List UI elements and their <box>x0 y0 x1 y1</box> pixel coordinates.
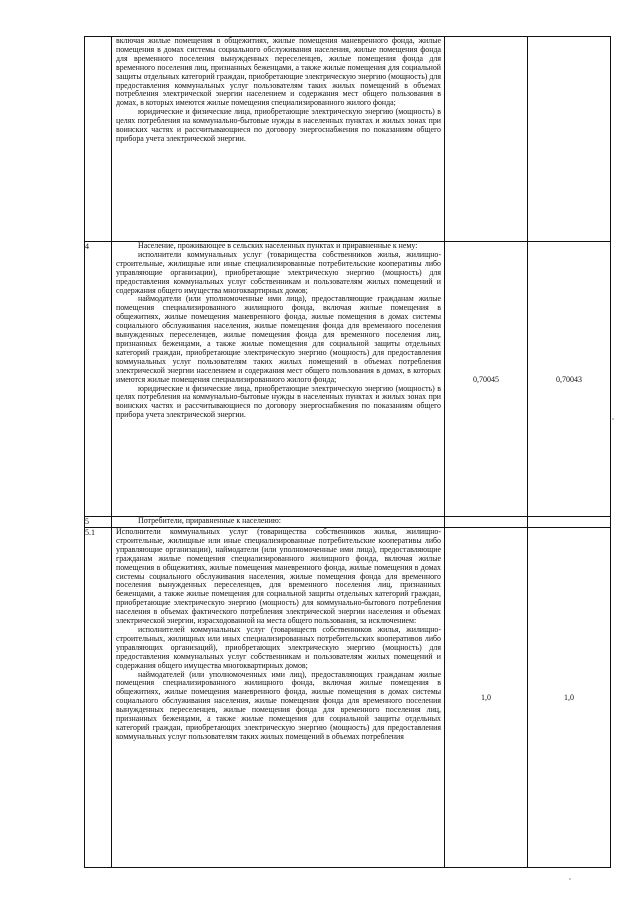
row-number: 5 <box>85 517 112 528</box>
row-description <box>112 528 445 868</box>
table-row <box>85 528 611 868</box>
paragraph: Население, проживающее в сельских населенных пунктах и приравненные к нему: <box>138 242 418 250</box>
paragraph: Потребители, приравненные к населению: <box>138 517 281 525</box>
row-value-1 <box>445 37 528 242</box>
row-value-2: 0,70043 <box>528 242 611 517</box>
scan-speck <box>612 418 614 420</box>
table-row <box>85 242 611 517</box>
table-row <box>85 517 611 528</box>
scan-speck <box>569 878 571 880</box>
row-description <box>112 242 445 517</box>
row-value-2 <box>528 517 611 528</box>
row-value-2: 1,0 <box>528 528 611 868</box>
row-value-1: 1,0 <box>445 528 528 868</box>
row-description <box>112 37 445 242</box>
row-value-2 <box>528 37 611 242</box>
paragraph: исполнителей коммунальных услуг (товариществ собственников жилья, жилищно-строительных, жилищных или иных специализированных потребительских кооперативов либо управляющих организаций), приобретающих электрическую энергию (мощность) для предоставления коммунальных услуг собственникам и пользователям жилых помещений и содержания общего имущества многоквартирных домов; <box>116 624 441 670</box>
row-number <box>85 37 112 242</box>
tariff-table <box>84 36 611 868</box>
row-number: 5.1 <box>85 528 112 868</box>
table-row <box>85 37 611 242</box>
paragraph: наймодатели (или уполномоченные ими лица), предоставляющие гражданам жилые помещения специализированного жилищного фонда, включая жилые помещения в общежитиях, жилые помещения маневренного фонда, жилые помещения в домах системы социального обслуживания населения, жилые помещения фонда для временного поселения вынужденных переселенцев, жилые помещения фонда для временного поселения лиц, признанных беженцами, а также жилые помещения для социальной защиты отдельных категорий граждан, приобретающие электрическую энергию (мощность) для предоставления коммунальных услуг пользователям таких жилых помещений в объемах потребления электрической энергии населением и содержания мест общего пользования в домах, в которых имеются жилые помещения специализированного жилого фонда; <box>116 294 441 384</box>
row-description <box>112 517 445 528</box>
row-number: 4 <box>85 242 112 517</box>
paragraph: юридические и физические лица, приобретающие электрическую энергию (мощность) в целях потребления на коммунально-бытовые нужды в населенных пунктах и жилых зонах при воинских частях и рассчитывающиеся по договору энергоснабжения по показаниям общего прибора учета электрической энергии. <box>116 383 441 420</box>
paragraph: Исполнители коммунальных услуг (товарищества собственников жилья, жилищно-строительные, жилищные или иные специализированные потребительские кооперативы либо управляющие организации), наймодатели (или уполномоченные ими лица), предоставляющие гражданам жилые помещения специализированного жилищного фонда, включая жилые помещения в общежитиях, жилые помещения маневренного фонда, жилые помещения в домах системы социального обслуживания населения, жилые помещения фонда для временного поселения вынужденных переселенцев, для временного поселения лиц, признанных беженцами, а также жилые помещения для социальной защиты отдельных категорий граждан, приобретающие электрическую энергию (мощность) для коммунально-бытового потребления населения в объемах фактического потребления электрической энергии населения и объемах электрической энергии, израсходованной на места общего пользования, за исключением: <box>116 528 441 626</box>
paragraph: исполнители коммунальных услуг (товарищества собственников жилья, жилищно-строительные, жилищные или иные специализированные потребительские кооперативы либо управляющие организации), приобретающие электрическую энергию (мощность) для предоставления коммунальных услуг собственникам и пользователям жилых помещений и содержания общего имущества многоквартирных домов; <box>116 249 441 295</box>
row-value-1 <box>445 517 528 528</box>
paragraph: юридические и физические лица, приобретающие электрическую энергию (мощность) в целях потребления на коммунально-бытовые нужды в населенных пунктах и жилых зонах при воинских частях и рассчитывающиеся по договору энергоснабжения по показаниям общего прибора учета электрической энергии. <box>116 107 441 143</box>
paragraph: включая жилые помещения в общежитиях, жилые помещения маневренного фонда, жилые помещения в домах системы социального обслуживания населения, жилые помещения фонда для временного поселения вынужденных переселенцев, жилые помещения фонда для временного поселения лиц, признанных беженцами, а также жилые помещения для социальной защиты отдельных категорий граждан, приобретающие электрическую энергию (мощность) для предоставления коммунальных услуг пользователям таких жилых помещений в объемах потребления электрической энергии населением и содержания мест общего пользования в домах, в которых имеются жилые помещения специализированного жилого фонда; <box>116 37 441 108</box>
paragraph: наймодателей (или уполномоченных ими лиц), предоставляющих гражданам жилые помещения специализированного жилищного фонда, включая жилые помещения в общежитиях, жилые помещения маневренного фонда, жилые помещения в домах системы социального обслуживания населения, жилые помещения фонда для временного поселения вынужденных переселенцев, жилые помещения фонда для временного поселения лиц, признанных беженцами, а также жилые помещения для социальной защиты отдельных категорий граждан, приобретающих электрическую энергию (мощность) для предоставления коммунальных услуг пользователям таких жилых помещений в объемах потребления <box>116 669 441 741</box>
row-value-1: 0,70045 <box>445 242 528 517</box>
